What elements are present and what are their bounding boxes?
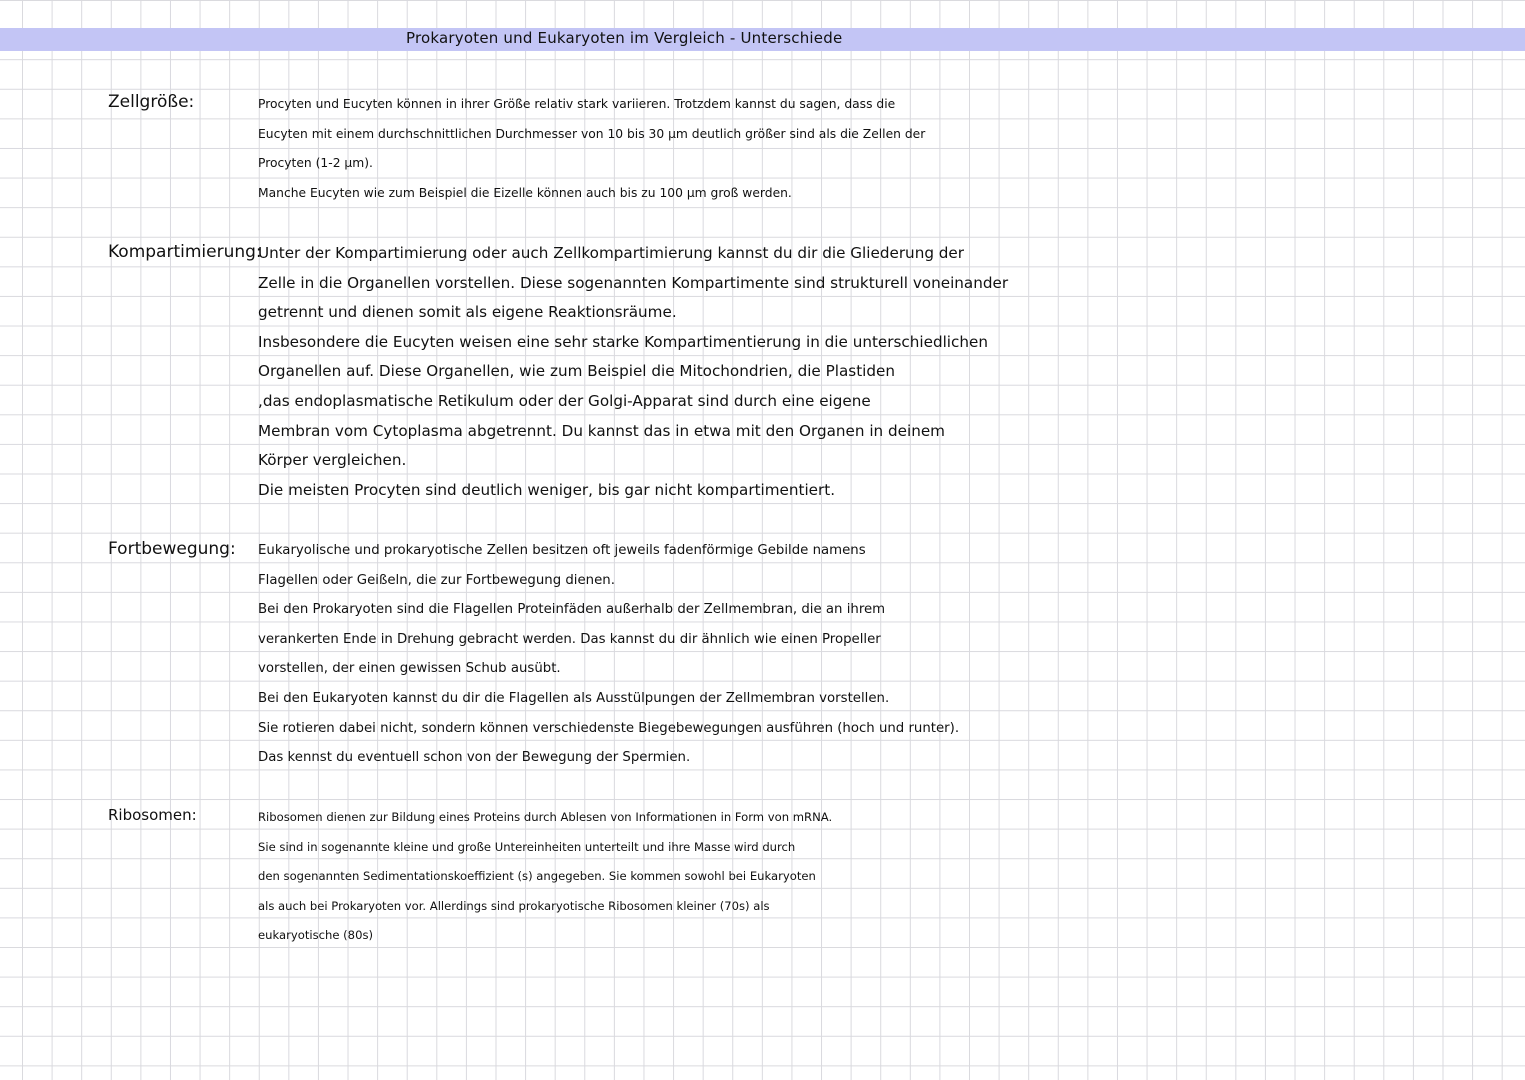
text-line: als auch bei Prokaryoten vor. Allerdings sind prokaryotische Ribosomen kleiner (70s) als [258, 898, 770, 913]
section-body-ribosomen [258, 803, 832, 951]
text-line: Sie sind in sogenannte kleine und große Untereinheiten unterteilt und ihre Masse wird durch [258, 839, 796, 854]
text-line: Zelle in die Organellen vorstellen. Diese sogenannten Kompartimente sind strukturell voneinander [258, 273, 1009, 292]
text-line: Eukaryolische und prokaryotische Zellen besitzen oft jeweils fadenförmige Gebilde namens [258, 543, 866, 558]
text-line: Organellen auf. Diese Organellen, wie zum Beispiel die Mitochondrien, die Plastiden [258, 362, 895, 381]
section-body-zellgroesse [258, 90, 925, 208]
text-line: Manche Eucyten wie zum Beispiel die Eizelle können auch bis zu 100 µm groß werden. [258, 185, 792, 200]
text-line: Bei den Eukaryoten kannst du dir die Flagellen als Ausstülpungen der Zellmembran vorstellen. [258, 690, 890, 706]
text-line: den sogenannten Sedimentationskoeffizient (s) angegeben. Sie kommen sowohl bei Eukaryoten [258, 869, 816, 884]
text-line: ,das endoplasmatische Retikulum oder der Golgi-Apparat sind durch eine eigene [258, 391, 871, 410]
text-line: Sie rotieren dabei nicht, sondern können verschiedenste Biegebewegungen ausführen (hoch und runter). [258, 720, 960, 736]
text-line: Bei den Prokaryoten sind die Flagellen Proteinfäden außerhalb der Zellmembran, die an ihrem [258, 602, 886, 618]
text-line: Körper vergleichen. [258, 451, 407, 470]
text-line: Procyten und Eucyten können in ihrer Größe relativ stark variieren. Trotzdem kannst du sagen, dass die [258, 97, 896, 111]
text-line: Unter der Kompartimierung oder auch Zellkompartimierung kannst du dir die Gliederung der [258, 244, 965, 262]
text-line: Das kennst du eventuell schon von der Bewegung der Spermien. [258, 750, 691, 766]
text-line: Die meisten Procyten sind deutlich weniger, bis gar nicht kompartimentiert. [258, 480, 836, 499]
text-line: getrennt und dienen somit als eigene Reaktionsräume. [258, 303, 677, 322]
text-line: Eucyten mit einem durchschnittlichen Durchmesser von 10 bis 30 µm deutlich größer sind als die Zellen der [258, 126, 926, 141]
section-label-kompartimierung: Kompartimierung: [108, 242, 262, 262]
section-label-fortbewegung: Fortbewegung: [108, 539, 236, 559]
text-line: Membran vom Cytoplasma abgetrennt. Du kannst das in etwa mit den Organen in deinem [258, 421, 945, 440]
text-line: Flagellen oder Geißeln, die zur Fortbewegung dienen. [258, 572, 615, 588]
text-line: eukaryotische (80s) [258, 928, 374, 943]
text-line: Procyten (1-2 µm). [258, 156, 373, 171]
section-body-fortbewegung [258, 536, 959, 773]
section-body-kompartimierung [258, 239, 1008, 505]
section-label-ribosomen: Ribosomen: [108, 806, 197, 824]
text-line: Insbesondere die Eucyten weisen eine sehr starke Kompartimentierung in die unterschiedlichen [258, 332, 988, 351]
section-label-zellgroesse: Zellgröße: [108, 92, 195, 112]
text-line: vorstellen, der einen gewissen Schub ausübt. [258, 661, 561, 677]
page-title: Prokaryoten und Eukaryoten im Vergleich - Unterschiede [406, 29, 843, 47]
text-line: Ribosomen dienen zur Bildung eines Proteins durch Ablesen von Informationen in Form von mRNA. [258, 810, 833, 824]
text-line: verankerten Ende in Drehung gebracht werden. Das kannst du dir ähnlich wie einen Propeller [258, 631, 881, 647]
